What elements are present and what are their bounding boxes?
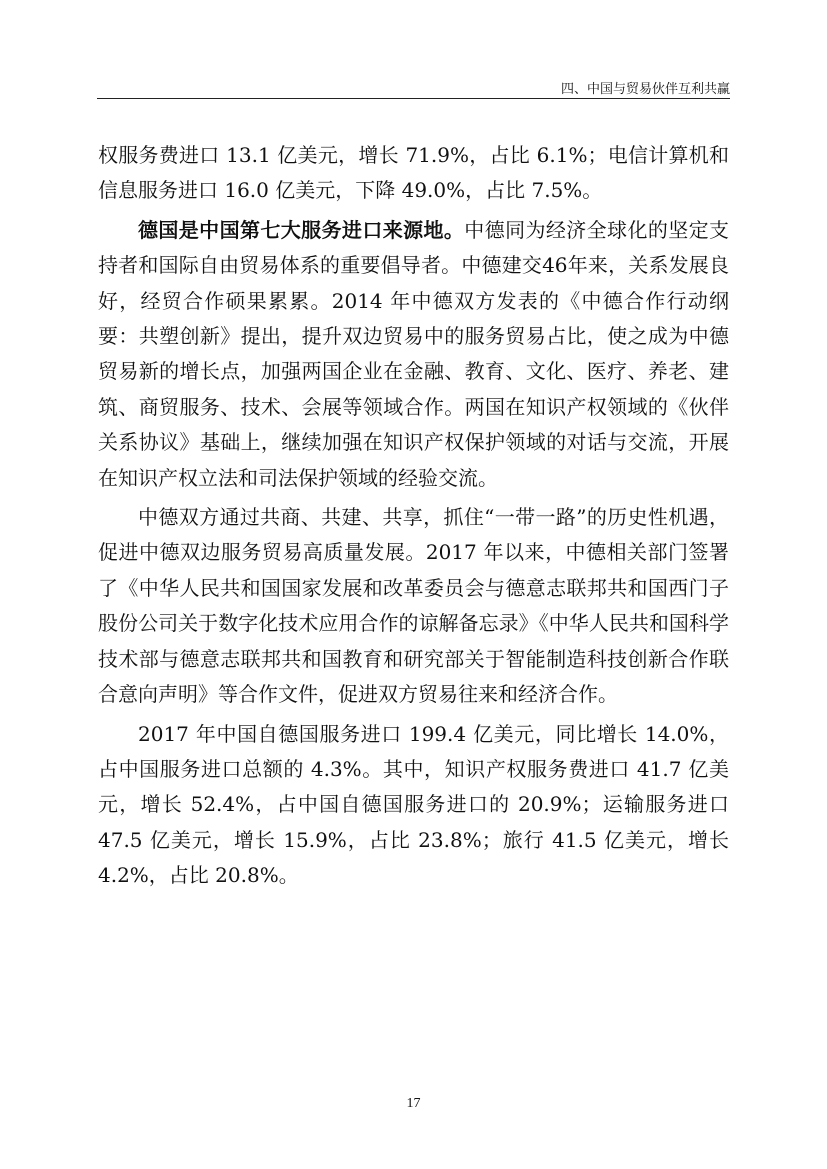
running-header: 四、中国与贸易伙伴互利共赢 bbox=[560, 82, 730, 97]
paragraph-belt-road: 中德双方通过共商、共建、共享，抓住“一带一路”的历史性机遇，促进中德双边服务贸易高质量发展。2017 年以来，中德相关部门签署了《中华人民共和国国家发展和改革委员会与德意志联邦共和国西门子股份公司关于数字化技术应用合作的谅解备忘录》《中华人民共和国科学技术部与德意志联邦共和国教育和研究部关于智能制造科技创新合作联合意向声明》等合作文件，促进双方贸易往来和经济合作。 bbox=[98, 505, 729, 707]
header-rule bbox=[97, 98, 730, 99]
body-text bbox=[98, 138, 729, 894]
paragraph-lead-sentence: 德国是中国第七大服务进口来源地。 bbox=[138, 217, 465, 242]
paragraph-import-stats: 2017 年中国自德国服务进口 199.4 亿美元，同比增长 14.0%，占中国服务进口总额的 4.3%。其中，知识产权服务费进口 41.7 亿美元，增长 52.4%，占中国自德国服务进口的 20.9%；运输服务进口 47.5 亿美元，增长 15.9%，占比 23.8%；旅行 41.5 亿美元，增长 4.2%，占比 20.8%。 bbox=[98, 721, 729, 888]
paragraph-body: 中德同为经济全球化的坚定支持者和国际自由贸易体系的重要倡导者。中德建交46年来，关系发展良好，经贸合作硕果累累。2014 年中德双方发表的《中德合作行动纲要：共塑创新》提出，提升双边贸易中的服务贸易占比，使之成为中德贸易新的增长点，加强两国企业在金融、教育、文化、医疗、养老、建筑、商贸服务、技术、会展等领域合作。两国在知识产权领域的《伙伴关系协议》基础上，继续加强在知识产权保护领域的对话与交流，开展在知识产权立法和司法保护领域的经验交流。 bbox=[98, 217, 730, 490]
paragraph-germany-intro bbox=[98, 213, 729, 496]
paragraph-continued: 权服务费进口 13.1 亿美元，增长 71.9%，占比 6.1%；电信计算机和信息服务进口 16.0 亿美元，下降 49.0%，占比 7.5%。 bbox=[98, 143, 729, 203]
page-number: 17 bbox=[406, 1096, 421, 1111]
